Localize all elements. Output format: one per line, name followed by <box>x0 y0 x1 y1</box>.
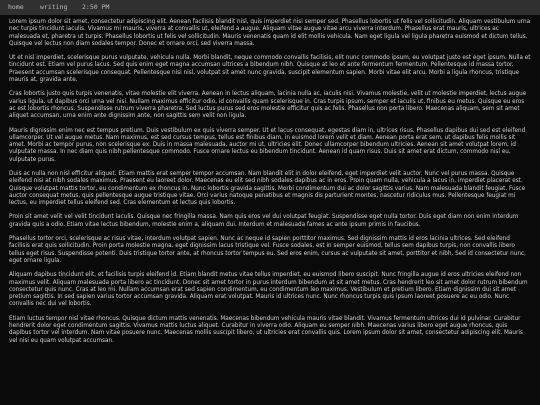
writing-link[interactable]: writing <box>40 3 68 11</box>
top-bar <box>0 0 540 15</box>
paragraph: Aliquam dapibus tincidunt elit, et facilisis turpis eleifend id. Etiam blandit metus vitae tellus imperdiet, eu euismod libero suscipit. Nunc fringilla augue id eros ultricies eleifend non maximus velit. Aliquam malesuada porta libero ac tincidunt. Donec sit amet tortor in purus interdum bibendum at sit amet metus. Cras hendrerit leo sit amet dolor rutrum bibendum consectetur quis nunc. Cras at leo mi. Nullam accumsan erat sed sapien condimentum, eu condimentum leo maximus. Vestibulum et pretium libero. Etiam dignissim dui sit amet pretium sagittis. In sed sapien varius tortor accumsan gravida. Aliquam erat volutpat. Mauris id ultrices nunc. Nunc rhoncus turpis quis ipsum laoreet posuere ac eu odio. Nunc convallis nec dui vel lobortis. <box>9 272 528 308</box>
paragraph: Ut et nisl imperdiet, scelerisque purus vulputate, vehicula nulla. Morbi blandit, neque commodo convallis facilisis, elit nunc commodo ipsum, eu volutpat justo est eget ipsum. Nulla et tincidunt est. Etiam vel purus lacus. Sed quis enim eget magna accumsan ultrices a bibendum nibh. Quisque at leo et ante fermentum fermentum. Pellentesque id massa tortor. Praesent accumsan scelerisque consequat. Pellentesque nisi nisl, volutpat sit amet nunc gravida, suscipit elementum sapien. Morbi vitae elit arcu. Morbi a ligula rhoncus, tristique mauris at, gravida ante. <box>9 55 531 83</box>
document-area[interactable] <box>0 15 540 405</box>
home-link[interactable]: home <box>8 3 24 11</box>
paragraph: Phasellus tortor orci, scelerisque ac risus vitae, interdum volutpat sapien. Nunc ac neque id sapien porttitor maximus. Sed dignissim mattis id eros lacinia ultrices. Sed eleifend facilisis erat quis sollicitudin. Proin porta molestie magna, eget dignissim lacus tristique vel. Fusce sodales, est in semper euismod, tellus sem dapibus turpis, non convallis libero tellus eget risus. Suspendisse potenti. Duis tristique tortor ante, at rhoncus tortor tempus eu. Sed eros enim, cursus ac vulputate sit amet, porttitor et nibh. Sed id consectetur nunc, eget ornare ligula. <box>9 236 526 264</box>
paragraph: Mauris dignissim enim nec est tempus pretium. Duis vestibulum ex quis viverra semper. Ut et lacus consequat, egestas diam in, ultrices risus. Phasellus dapibus dui sed est eleifend ullamcorper. Ut vel augue metus. Nam maximus, est sed cursus tempus, tellus est finibus diam, in euismod lorem velit et diam. Aenean porta erat sem, ut dapibus felis mollis sit amet. Morbi ac tempor purus, non scelerisque ex. Duis in massa malesuada, auctor mi ut, ultricies elit. Donec ullamcorper bibendum ultricies. Aenean sit amet volutpat lorem, id vulputate massa. In nec diam quis nibh pellentesque commodo. Fusce ornare lectus eu bibendum tincidunt. Aenean id quam risus. Duis sit amet erat dictum, commodo nisl eu, vulputate purus. <box>9 127 526 163</box>
paragraph: Duis ac nulla non nisl efficitur aliquet. Etiam mattis erat semper tempor accumsan. Nam blandit elit in dolor eleifend, eget imperdiet velit auctor. Nunc vel purus massa. Quisque eleifend nisi at nibh sodales maximus. Praesent eu laoreet dolor. Maecenas eu elit sed nibh sodales dapibus ac in eros. Proin quam nulla, vehicula a lacus in, imperdiet placerat est. Quisque volutpat mattis tortor, eu condimentum ex rhoncus in. Nunc lobortis gravida sagittis. Morbi condimentum dui ac dolor sagittis varius. Nam malesuada blandit feugiat. Fusce auctor consequat metus, quis pellentesque augue tristique vitae. Orci varius natoque penatibus et magnis dis parturient montes, nascetur ridiculus mus. Pellentesque feugiat mi lectus, eu imperdiet tellus eleifend sed. Cras elementum et lectus quis lobortis. <box>9 171 526 206</box>
paragraph: Proin sit amet velit vel velit tincidunt iaculis. Quisque nec fringilla massa. Nam quis eros vel dui volutpat feugiat. Suspendisse eget nulla tortor. Duis eget diam non enim interdum gravida quis a odio. Etiam vitae lectus bibendum, molestie enim a, aliquam dui. Interdum et malesuada fames ac ante ipsum primis in faucibus. <box>9 214 519 228</box>
paragraph: Cras lobortis justo quis turpis venenatis, vitae molestie elit viverra. Aenean in lectus aliquam, lacinia nulla ac, iaculis nisi. Vivamus molestie, velit ut molestie imperdiet, lectus augue varius ligula, ut dapibus orci urna vel nisi. Nullam maximus efficitur odio, id convallis quam scelerisque in. Cras turpis ipsum, semper et iaculis ut, finibus eu metus. Quisque eu eros ac est lobortis rhoncus. Suspendisse rutrum viverra pharetra. Sed luctus purus sed eros molestie efficitur quis ac felis. Phasellus non porta libero. Maecenas aliquam, sem sit amet aliquet accumsan, urna enim ante dignissim ante, non sagittis sem velit non ligula. <box>9 91 527 120</box>
paragraph: Etiam luctus tempor nisl vitae rhoncus. Quisque dictum mattis venenatis. Maecenas bibendum vehicula mauris vitae blandit. Vivamus fermentum ultrices dui id pulvinar. Curabitur hendrerit dolor eget condimentum sagittis. Vivamus mattis luctus aliquet. Curabitur in viverra odio. Aliquam eu semper nibh. Maecenas varius libero eget augue rhoncus, quis dapibus tortor vel interdum. Nam vitae posuere nunc. Maecenas mollis suscipit libero, ut ultricies erat convallis quis. Lorem ipsum dolor sit amet, consectetur adipiscing elit. Mauris vel nisi eu quam volutpat accumsan. <box>9 315 523 344</box>
paragraph: Lorem ipsum dolor sit amet, consectetur adipiscing elit. Aenean facilisis blandit nisl, quis imperdiet nisi semper sed. Phasellus lobortis ut felis vel sollicitudin. Aliquam vestibulum urna nec turpis tincidunt iaculis. Vivamus mi mauris, viverra at convallis ut, eleifend a augue. Aliquam vitae augue vitae arcu viverra interdum. Phasellus erat mauris, ultrices ac malesuada et, pharetra ut turpis. Phasellus lobortis ut felis vel sollicitudin. Mauris venenatis quam id elit mollis vehicula. Nam eget ligula vel ligula pharetra euismod et dictum tellus. Quisque vel lectus non diam sodales tempor. Donec et ornare orci, sed viverra massa. <box>9 19 531 47</box>
clock-text: 2:50 PM <box>82 3 110 11</box>
